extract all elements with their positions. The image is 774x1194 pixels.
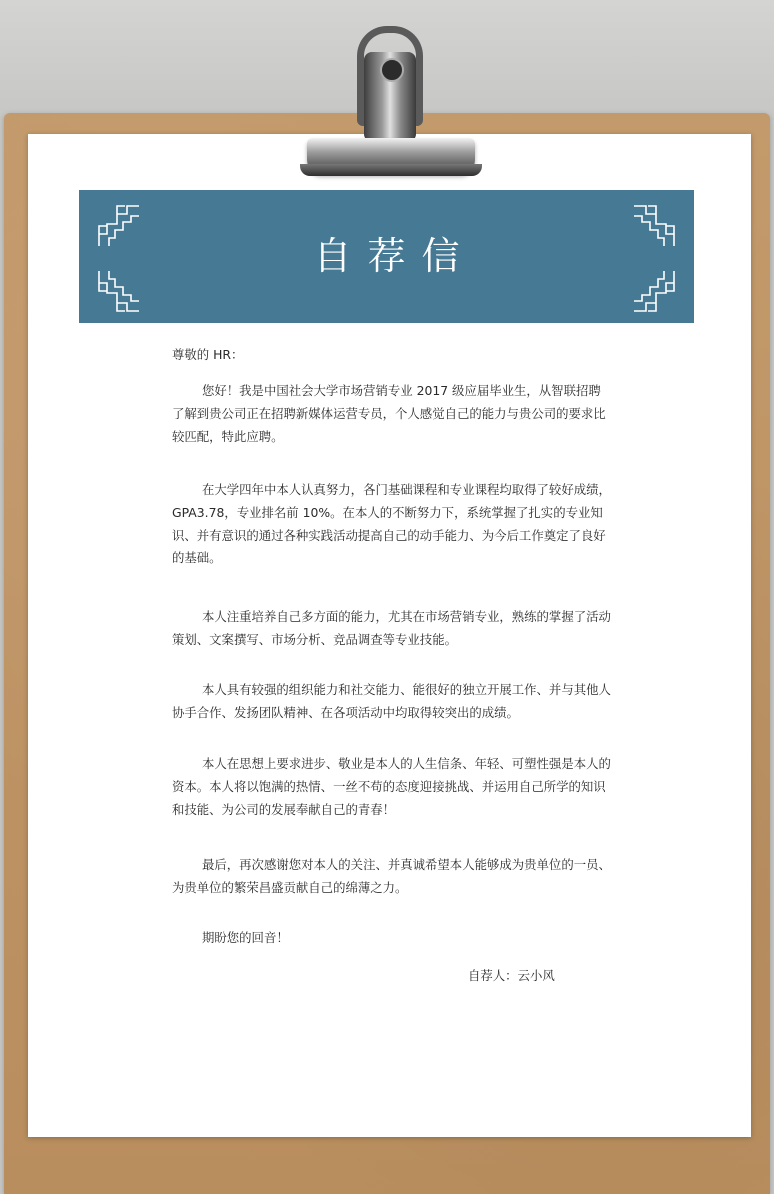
title-banner <box>79 190 694 323</box>
paragraph-academics: 在大学四年中本人认真努力，各门基础课程和专业课程均取得了较好成绩，GPA3.78，专业排名前 10%。在本人的不断努力下，系统掌握了扎实的专业知识、并有意识的通过各种实践活动提高自己的动手能力、为今后工作奠定了良好的基础。 <box>172 482 611 566</box>
clip-hole-icon <box>380 58 404 82</box>
paragraph-skills: 本人注重培养自己多方面的能力，尤其在市场营销专业，熟练的掌握了活动策划、文案撰写、市场分析、竞品调查等专业技能。 <box>172 609 611 647</box>
paragraph-thanks: 最后，再次感谢您对本人的关注、并真诚希望本人能够成为贵单位的一员、为贵单位的繁荣昌盛贡献自己的绵薄之力。 <box>172 857 611 895</box>
paragraph-attitude: 本人在思想上要求进步、敬业是本人的人生信条、年轻、可塑性强是本人的资本。本人将以饱满的热情、一丝不苟的态度迎接挑战、并运用自己所学的知识和技能、为公司的发展奉献自己的青春！ <box>172 756 611 817</box>
paragraph-teamwork: 本人具有较强的组织能力和社交能力、能很好的独立开展工作、并与其他人协手合作、发扬团队精神、在各项活动中均取得较突出的成绩。 <box>172 682 611 720</box>
paragraph-intro: 您好！我是中国社会大学市场营销专业 2017 级应届毕业生，从智联招聘了解到贵公司正在招聘新媒体运营专员，个人感觉自己的能力与贵公司的要求比较匹配，特此应聘。 <box>172 383 606 444</box>
clip-lip-icon <box>300 164 482 176</box>
page-title: 自荐信 <box>313 234 476 278</box>
signature: 自荐人：云小风 <box>468 968 555 983</box>
paragraph-closing: 期盼您的回音！ <box>202 930 289 946</box>
greeting: 尊敬的 HR： <box>172 347 244 362</box>
